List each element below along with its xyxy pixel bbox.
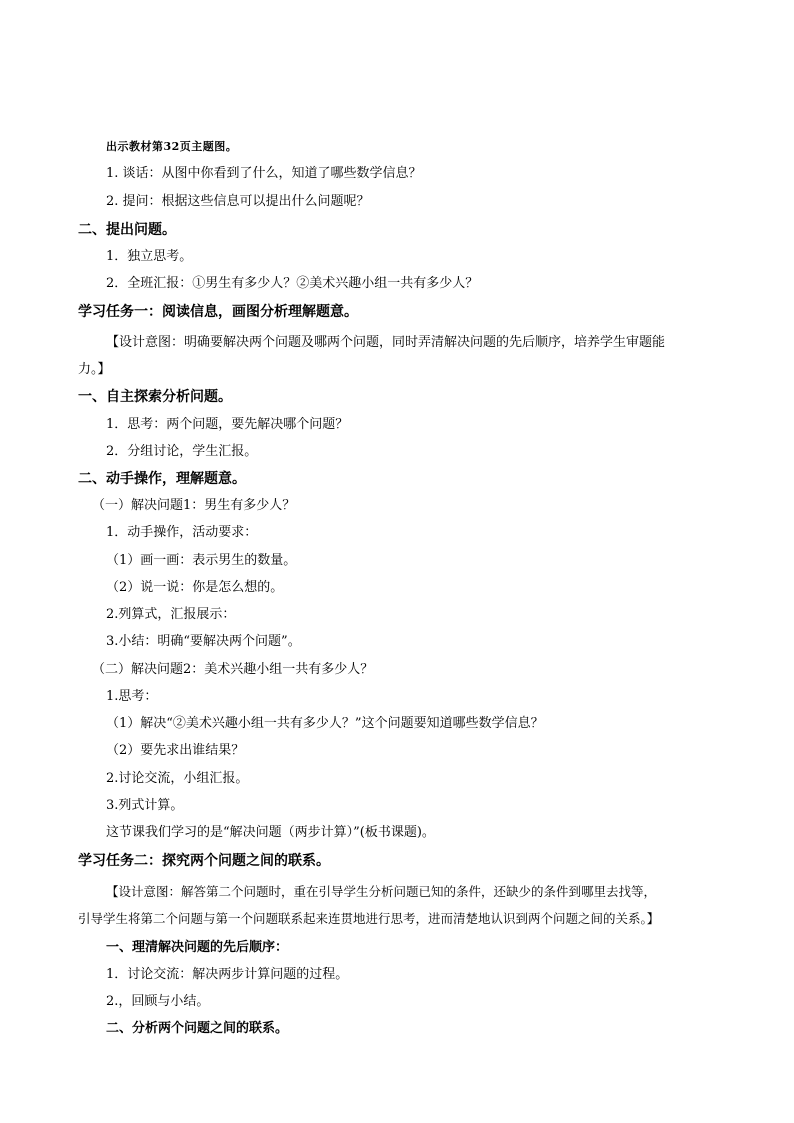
text-line: 2.，回顾与小结。 xyxy=(106,994,210,1009)
section-heading: 二、动手操作，理解题意。 xyxy=(78,471,246,487)
text-line: 1.思考： xyxy=(106,689,158,704)
text-line: 1. 谈话：从图中你看到了什么，知道了哪些数学信息？ xyxy=(106,166,422,181)
text-line: 2．全班汇报：①男生有多少人？②美术兴趣小组一共有多少人？ xyxy=(106,276,479,291)
section-heading: 二、提出问题。 xyxy=(78,222,176,238)
section-heading: 二、分析两个问题之间的联系。 xyxy=(106,1021,289,1036)
text-line: 1．讨论交流：解决两步计算问题的过程。 xyxy=(106,967,349,982)
text-line: 1．独立思考。 xyxy=(106,249,193,264)
text-line: （一）解决问题1：男生有多少人？ xyxy=(92,498,296,513)
text-line: 1．动手操作，活动要求： xyxy=(106,525,258,540)
text-line: （1）解决“②美术兴趣小组一共有多少人？”这个问题要知道哪些数学信息？ xyxy=(106,716,544,731)
task-heading: 学习任务二：探究两个问题之间的联系。 xyxy=(78,853,330,869)
design-intent-text: 【设计意图：解答第二个问题时，重在引导学生分析问题已知的条件，还缺少的条件到哪里去找等， xyxy=(106,884,657,899)
text-line: 2.讨论交流，小组汇报。 xyxy=(106,771,249,786)
design-intent-text: 【设计意图：明确要解决两个问题及哪两个问题，同时弄清解决问题的先后顺序，培养学生审题能 xyxy=(106,335,666,350)
section-heading: 一、理清解决问题的先后顺序： xyxy=(106,940,289,955)
text-line: （2）说一说：你是怎么想的。 xyxy=(106,580,284,595)
design-intent-text: 力。】 xyxy=(78,362,111,377)
text-line: 1．思考：两个问题，要先解决哪个问题？ xyxy=(106,417,349,432)
text-line: 2．分组讨论，学生汇报。 xyxy=(106,444,258,459)
design-intent-text: 引导学生将第二个问题与第一个问题联系起来连贯地进行思考，进而清楚地认识到两个问题之间的关系。】 xyxy=(78,911,660,926)
text-line: 2. 提问：根据这些信息可以提出什么问题呢？ xyxy=(106,194,370,209)
text-line: 2.列算式，汇报展示： xyxy=(106,607,236,622)
section-heading: 一、自主探索分析问题。 xyxy=(78,389,232,405)
text-line: 3.列式计算。 xyxy=(106,798,184,813)
text-line: 3.小结：明确“要解决两个问题”。 xyxy=(106,634,301,649)
text-line: 这节课我们学习的是“解决问题（两步计算）”(板书课题)。 xyxy=(106,825,435,840)
text-line: （1）画一画：表示男生的数量。 xyxy=(106,553,297,568)
task-heading: 学习任务一：阅读信息，画图分析理解题意。 xyxy=(78,304,358,320)
text-line: 出示教材第32页主题图。 xyxy=(106,140,238,153)
text-line: （二）解决问题2：美术兴趣小组一共有多少人？ xyxy=(92,662,374,677)
text-line: （2）要先求出谁结果？ xyxy=(106,743,245,758)
